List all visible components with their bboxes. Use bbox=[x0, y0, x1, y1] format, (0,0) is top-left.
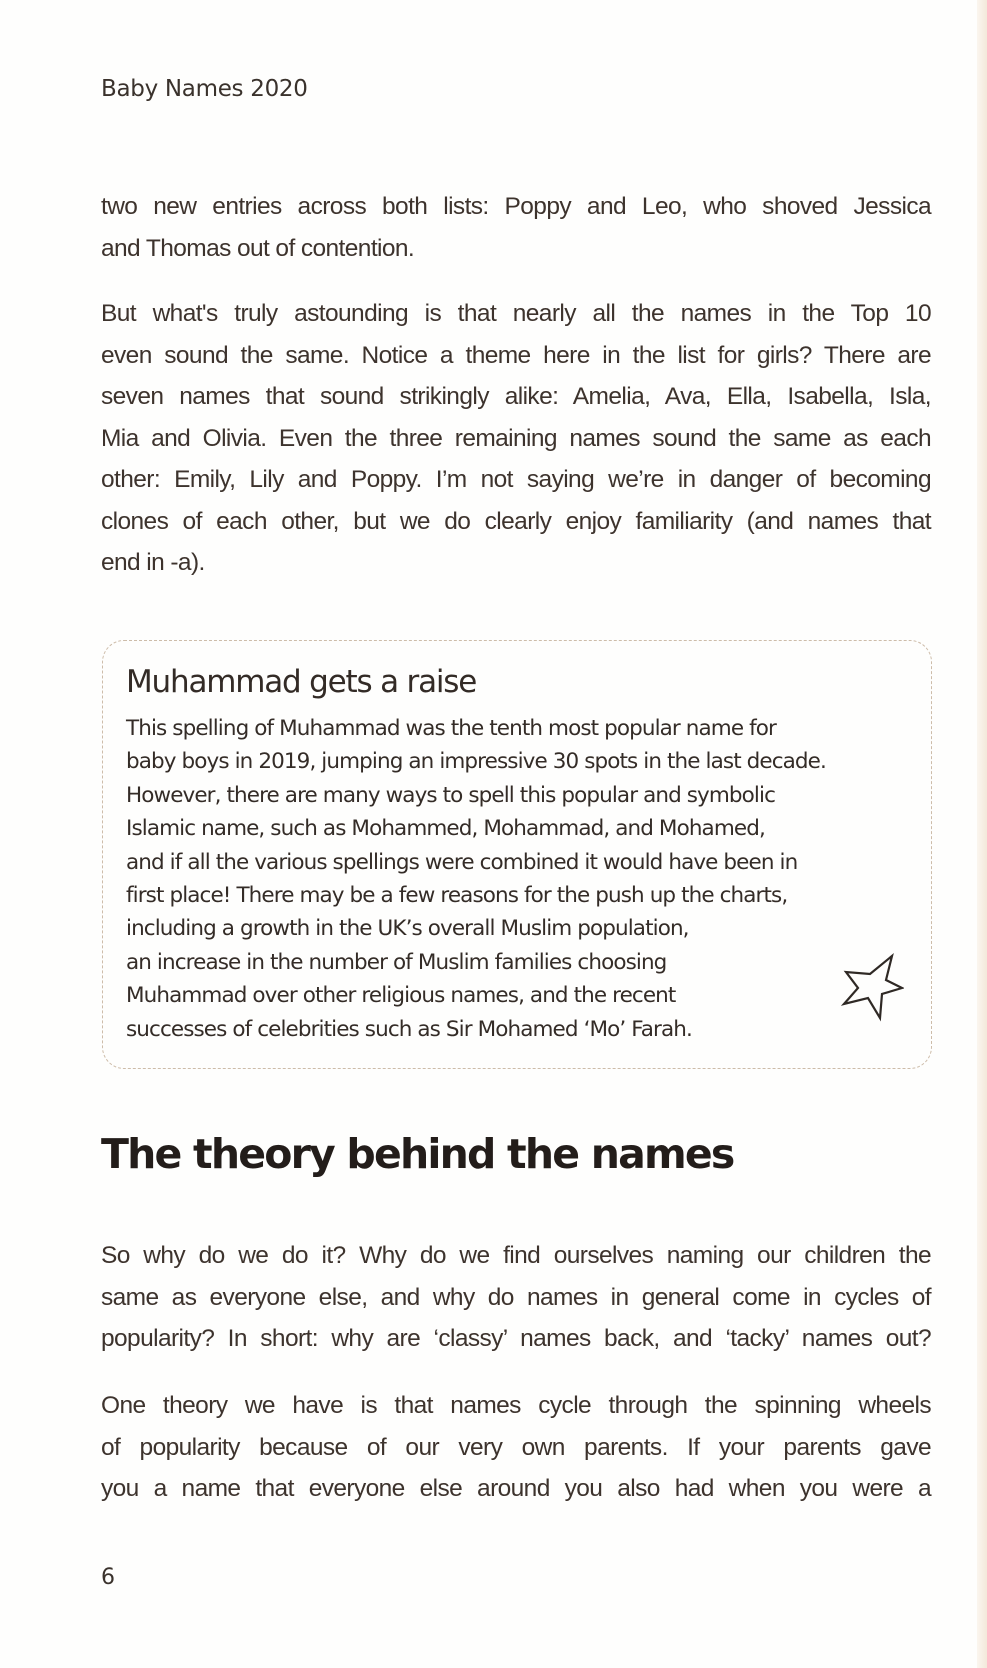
box-text-line: However, there are many ways to spell this popular and symbolic bbox=[126, 782, 775, 808]
text-line: two new entries across both lists: Poppy and Leo, who shoved Jessica bbox=[101, 193, 931, 220]
text-line: end in -a). bbox=[101, 549, 205, 576]
box-text-line: This spelling of Muhammad was the tenth most popular name for bbox=[126, 716, 776, 741]
box-text-line: and if all the various spellings were combined it would have been in bbox=[126, 849, 798, 875]
running-head: Baby Names 2020 bbox=[101, 76, 308, 102]
text-line: other: Emily, Lily and Poppy. I’m not saying we’re in danger of becoming bbox=[101, 466, 931, 493]
paragraph-4 bbox=[101, 1385, 931, 1510]
box-text-line: successes of celebrities such as Sir Mohamed ‘Mo’ Farah. bbox=[126, 1016, 692, 1042]
page-edge bbox=[977, 0, 987, 1668]
paragraph-3 bbox=[101, 1235, 931, 1360]
star-icon bbox=[834, 950, 904, 1022]
box-text-line: baby boys in 2019, jumping an impressive 30 spots in the last decade. bbox=[126, 749, 826, 775]
text-line: popularity? In short: why are ‘classy’ names back, and ‘tacky’ names out? bbox=[101, 1325, 931, 1352]
section-heading: The theory behind the names bbox=[101, 1130, 734, 1178]
box-text-line: Muhammad over other religious names, and the recent bbox=[126, 983, 676, 1009]
text-line: So why do we do it? Why do we find ourselves naming our children the bbox=[101, 1242, 931, 1269]
text-line: even sound the same. Notice a theme here in the list for girls? There are bbox=[101, 341, 931, 369]
text-line: seven names that sound strikingly alike: Amelia, Ava, Ella, Isabella, Isla, bbox=[101, 383, 931, 410]
text-line: clones of each other, but we do clearly enjoy familiarity (and names that bbox=[101, 507, 931, 535]
text-line: One theory we have is that names cycle through the spinning wheels bbox=[101, 1392, 931, 1419]
text-line: Mia and Olivia. Even the three remaining names sound the same as each bbox=[101, 424, 931, 452]
text-line: and Thomas out of contention. bbox=[101, 234, 415, 262]
text-line: same as everyone else, and why do names in general come in cycles of bbox=[101, 1283, 931, 1311]
text-line: you a name that everyone else around you also had when you were a bbox=[101, 1475, 931, 1502]
box-text-line: an increase in the number of Muslim families choosing bbox=[126, 949, 667, 975]
text-line: of popularity because of our very own parents. If your parents gave bbox=[101, 1433, 931, 1461]
page-number: 6 bbox=[101, 1565, 115, 1590]
box-text-line: Islamic name, such as Mohammed, Mohammad, and Mohamed, bbox=[126, 816, 765, 842]
sidebar-box-text bbox=[126, 712, 886, 1046]
box-text-line: first place! There may be a few reasons for the push up the charts, bbox=[126, 883, 788, 909]
box-text-line: including a growth in the UK’s overall Muslim population, bbox=[126, 916, 689, 942]
sidebar-box-title: Muhammad gets a raise bbox=[126, 664, 477, 700]
paragraph-1 bbox=[101, 186, 931, 269]
text-line: But what's truly astounding is that nearly all the names in the Top 10 bbox=[101, 300, 931, 327]
paragraph-2 bbox=[101, 293, 931, 584]
